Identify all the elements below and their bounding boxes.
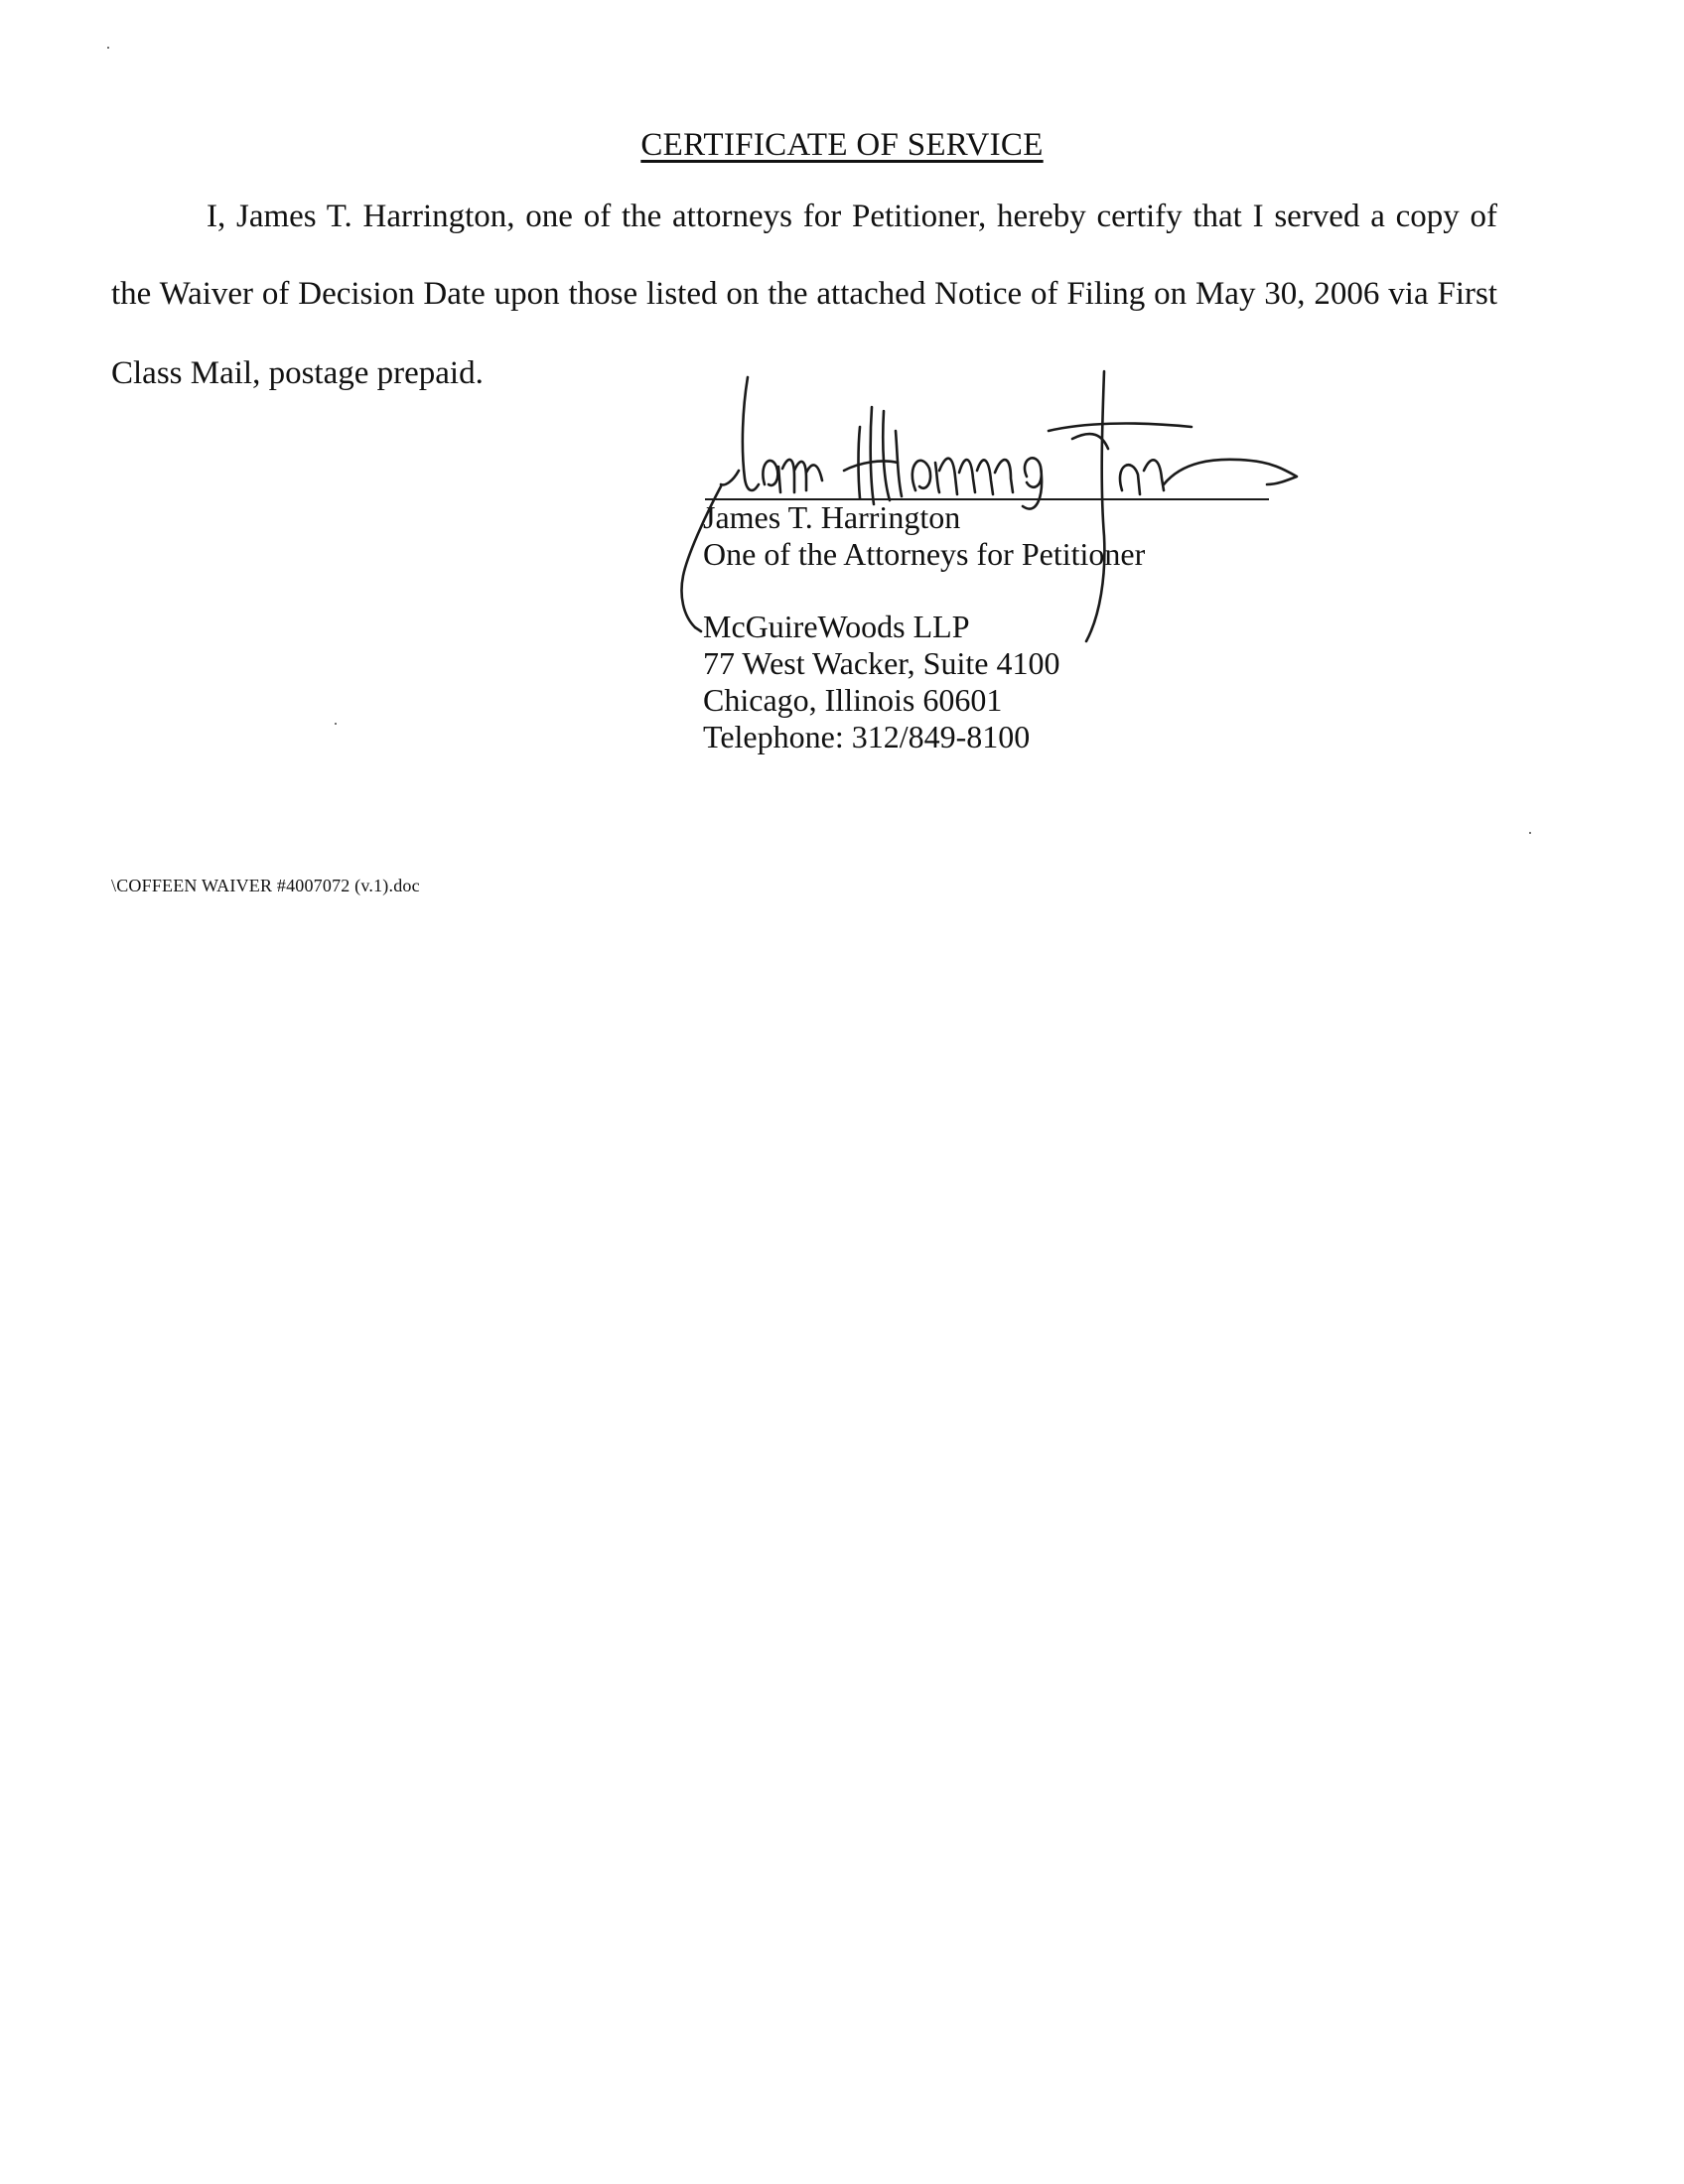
address-line-2: Chicago, Illinois 60601 [703, 682, 1003, 718]
signer-role: One of the Attorneys for Petitioner [703, 536, 1146, 572]
document-footer: \COFFEEN WAIVER #4007072 (v.1).doc [111, 876, 420, 895]
body-line-1: I, James T. Harrington, one of the attorneys for Petitioner, hereby certify that I served a copy of [207, 199, 1497, 234]
address-line-1: 77 West Wacker, Suite 4100 [703, 645, 1060, 681]
scan-speck [1529, 832, 1531, 834]
firm-name: McGuireWoods LLP [703, 609, 970, 644]
document-title: CERTIFICATE OF SERVICE [640, 127, 1044, 163]
scan-speck [335, 723, 337, 725]
handwritten-signature [655, 367, 1350, 665]
scan-speck [107, 47, 109, 49]
telephone: Telephone: 312/849-8100 [703, 719, 1031, 754]
body-line-2: the Waiver of Decision Date upon those listed on the attached Notice of Filing on May 30, 2006 via First [111, 276, 1497, 312]
signer-name: James T. Harrington [703, 499, 961, 535]
body-line-3: Class Mail, postage prepaid. [111, 355, 484, 391]
